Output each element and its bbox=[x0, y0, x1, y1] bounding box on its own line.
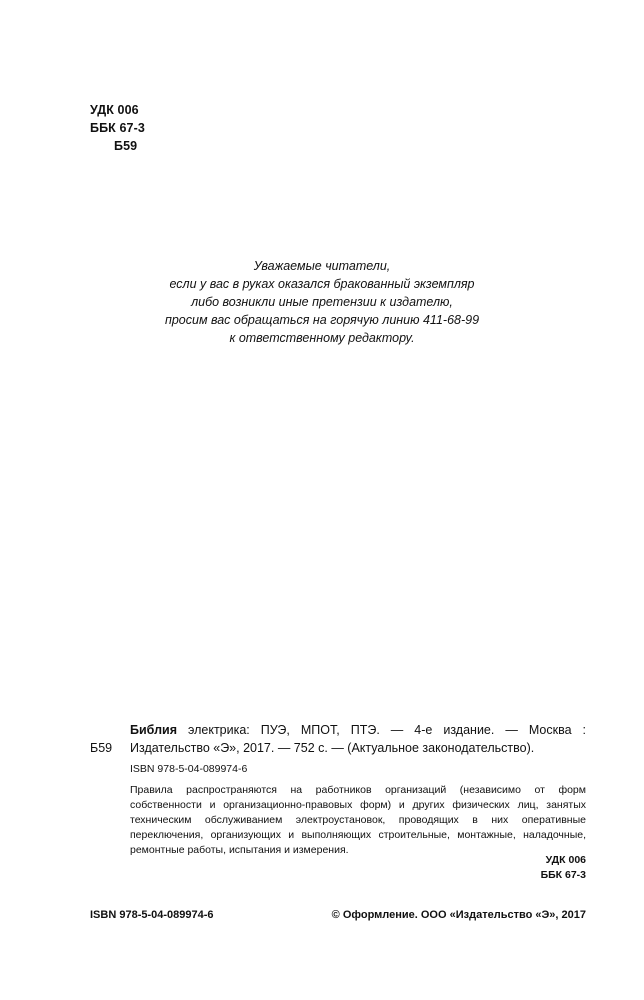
catalog-author-mark: Б59 bbox=[90, 741, 113, 755]
catalog-classification bbox=[541, 853, 586, 883]
reader-notice bbox=[0, 257, 644, 347]
notice-line: либо возникли иные претензии к издателю, bbox=[191, 295, 453, 309]
catalog-isbn: ISBN 978-5-04-089974-6 bbox=[130, 763, 248, 775]
catalog-bbk: ББК 67-3 bbox=[540, 869, 586, 881]
footer-copyright: © Оформление. ООО «Издательство «Э», 2017 bbox=[331, 909, 586, 921]
notice-line: к ответственному редактору. bbox=[229, 331, 415, 345]
udk-code: УДК 006 bbox=[90, 103, 139, 117]
footer-isbn: ISBN 978-5-04-089974-6 bbox=[90, 909, 214, 921]
author-mark: Б59 bbox=[114, 139, 138, 153]
catalog-title: Библия bbox=[130, 723, 177, 737]
catalog-annotation: Правила распространяются на работников организаций (независимо от форм собственности и организационно-правовых форм) и других физических лиц, занятых техническим обслуживанием электроустановок, проводящих в них оперативные переключения, организующих и выполняющих строительные, монтажные, наладочные, ремонтные работы, испытания и измерения. bbox=[130, 784, 586, 856]
classification-block bbox=[90, 101, 145, 155]
catalog-udk: УДК 006 bbox=[545, 854, 586, 866]
notice-line: Уважаемые читатели, bbox=[253, 259, 391, 273]
catalog-description: электрика: ПУЭ, МПОТ, ПТЭ. — 4-е издание. — Москва : Издательство «Э», 2017. — 752 с. — (Актуальное законодательство). bbox=[130, 723, 586, 755]
catalog-bibliographic-entry bbox=[130, 721, 586, 757]
bbk-code: ББК 67-3 bbox=[90, 121, 145, 135]
notice-line: просим вас обращаться на горячую линию 411-68-99 bbox=[164, 313, 480, 327]
notice-line: если у вас в руках оказался бракованный экземпляр bbox=[169, 277, 475, 291]
